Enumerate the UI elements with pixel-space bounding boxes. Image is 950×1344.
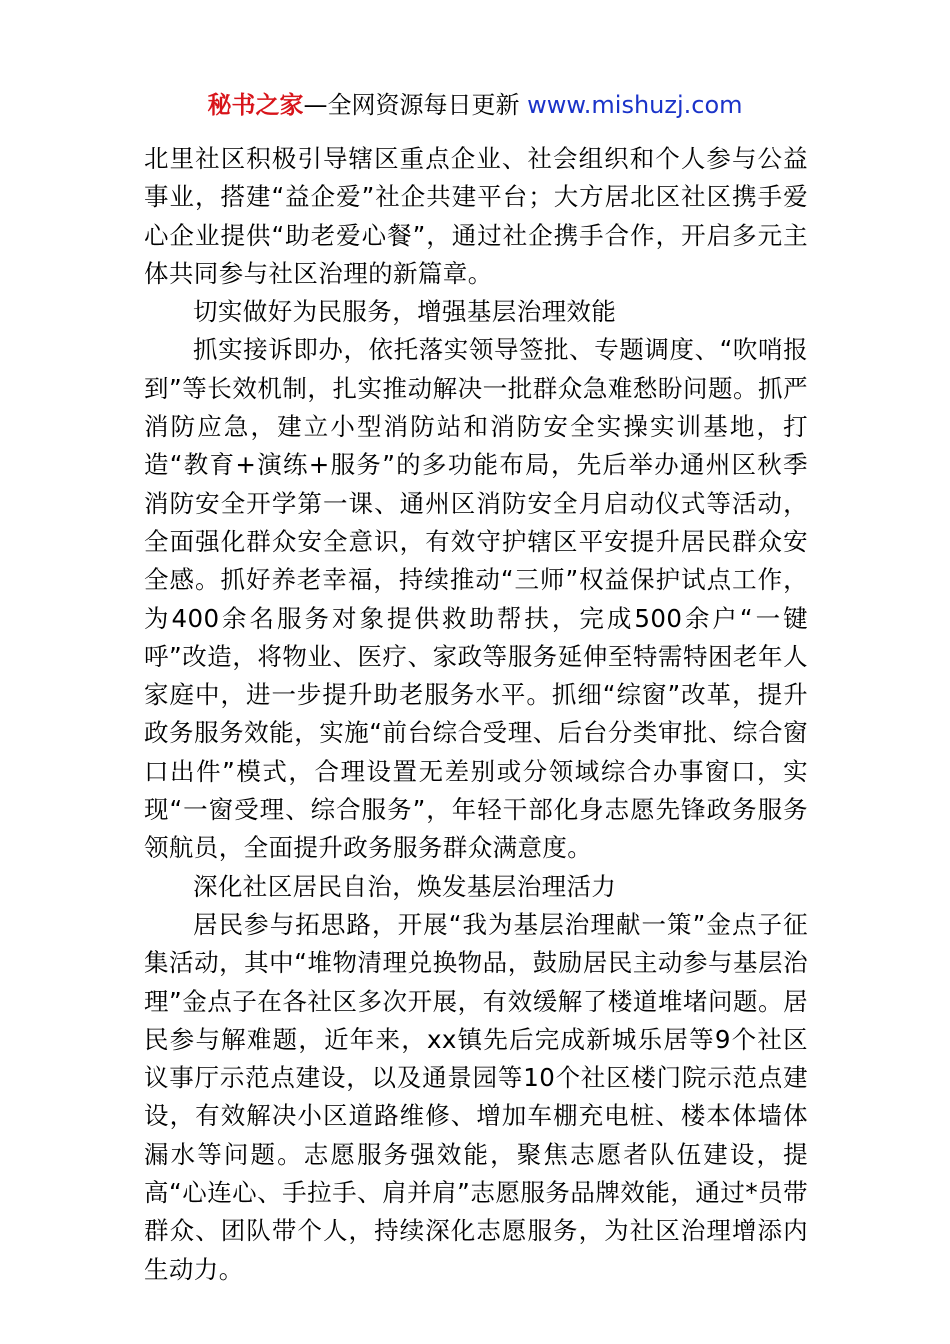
paragraph-continued: 北里社区积极引导辖区重点企业、社会组织和个人参与公益事业，搭建“益企爱”社企共建平台；大方居北区社区携手爱心企业提供“助老爱心餐”，通过社企携手合作，开启多元主体共同参与社区治理的新篇章。 <box>144 144 808 288</box>
section-heading-1: 切实做好为民服务，增强基层治理效能 <box>193 297 617 327</box>
brand-name: 秘书之家 <box>207 91 304 119</box>
header-tagline: —全网资源每日更新 <box>303 91 528 119</box>
page-header <box>0 88 950 122</box>
paragraph-service: 抓实接诉即办，依托落实领导签批、专题调度、“吹哨报到”等长效机制，扎实推动解决一批群众急难愁盼问题。抓严消防应急，建立小型消防站和消防安全实操实训基地，打造“教育+演练+服务”的多功能布局，先后举办通州区秋季消防安全开学第一课、通州区消防安全月启动仪式等活动，全面强化群众安全意识，有效守护辖区平安提升居民群众安全感。抓好养老幸福，持续推动“三师”权益保护试点工作，为400余名服务对象提供救助帮扶，完成500余户“一键呼”改造，将物业、医疗、家政等服务延伸至特需特困老年人家庭中，进一步提升助老服务水平。抓细“综窗”改革，提升政务服务效能，实施“前台综合受理、后台分类审批、综合窗口出件”模式，合理设置无差别或分领域综合办事窗口，实现“一窗受理、综合服务”，年轻干部化身志愿先锋政务服务领航员，全面提升政务服务群众满意度。 <box>144 335 808 863</box>
website-link[interactable]: www.mishuzj.com <box>527 91 743 119</box>
document-body <box>144 140 808 1289</box>
section-heading-2: 深化社区居民自治，焕发基层治理活力 <box>193 871 617 901</box>
paragraph-autonomy: 居民参与拓思路，开展“我为基层治理献一策”金点子征集活动，其中“堆物清理兑换物品，鼓励居民主动参与基层治理”金点子在各社区多次开展，有效缓解了楼道堆堵问题。居民参与解难题，近年来，xx镇先后完成新城乐居等9个社区议事厅示范点建设，以及通景园等10个社区楼门院示范点建设，有效解决小区道路维修、增加车棚充电桩、楼本体墙体漏水等问题。志愿服务强效能，聚焦志愿者队伍建设，提高“心连心、手拉手、肩并肩”志愿服务品牌效能，通过*员带群众、团队带个人，持续深化志愿服务，为社区治理增添内生动力。 <box>144 909 808 1284</box>
